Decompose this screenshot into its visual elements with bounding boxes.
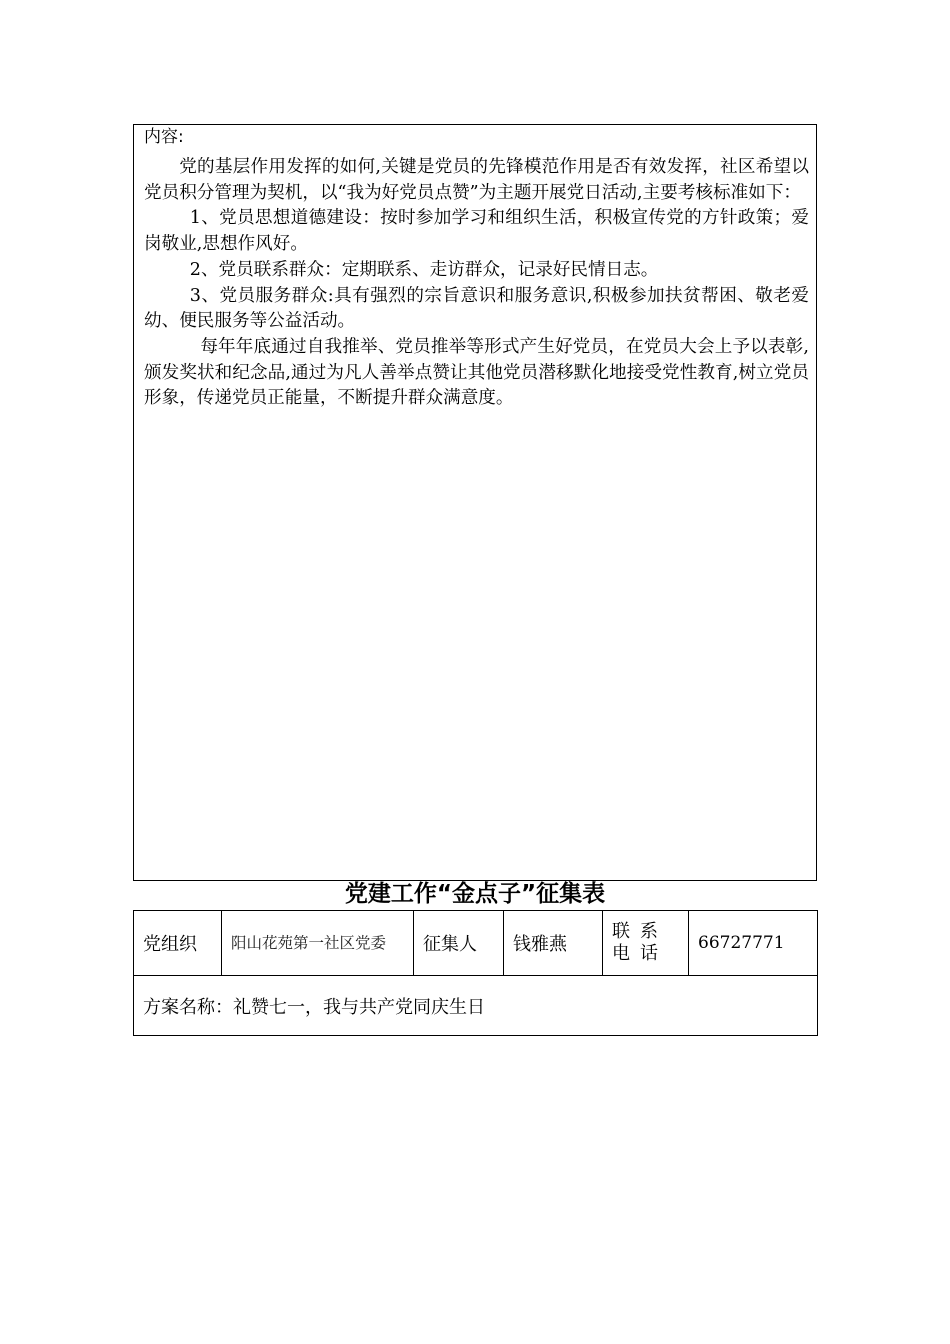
form-row-plan: [134, 976, 818, 1036]
phone-label-line2: 电话: [612, 943, 668, 964]
content-paragraph-criterion-3: 3、党员服务群众:具有强烈的宗旨意识和服务意识,积极参加扶贫帮困、敬老爱幼、便民服务等公益活动。: [144, 285, 809, 332]
content-body: [144, 155, 809, 412]
phone-label-line1: 联系: [612, 921, 668, 942]
content-label: 内容:: [144, 127, 184, 147]
org-label: 党组织: [134, 911, 222, 976]
form-row-info: [134, 911, 818, 976]
content-paragraph-criterion-2: 2、党员联系群众：定期联系、走访群众，记录好民情日志。: [189, 259, 659, 280]
content-box: [133, 124, 817, 881]
collector-label: 征集人: [414, 911, 504, 976]
collector-value: 钱雅燕: [504, 911, 603, 976]
collection-form-table: [133, 910, 818, 1036]
content-paragraph-criterion-1: 1、党员思想道德建设：按时参加学习和组织生活，积极宣传党的方针政策；爱岗敬业,思想作风好。: [144, 208, 809, 255]
phone-value: 66727771: [689, 911, 818, 976]
form-title: 党建工作“金点子”征集表: [344, 881, 606, 907]
org-value: 阳山花苑第一社区党委: [222, 911, 414, 976]
phone-label: [603, 911, 689, 976]
content-paragraph-intro: 党的基层作用发挥的如何,关键是党员的先锋模范作用是否有效发挥，社区希望以党员积分管理为契机，以“我为好党员点赞”为主题开展党日活动,主要考核标准如下：: [144, 157, 809, 203]
content-paragraph-summary: 每年年底通过自我推举、党员推举等形式产生好党员，在党员大会上予以表彰,颁发奖状和纪念品,通过为凡人善举点赞让其他党员潜移默化地接受党性教育,树立党员形象，传递党员正能量，不断提升群众满意度。: [144, 336, 809, 409]
plan-name: 方案名称：礼赞七一，我与共产党同庆生日: [134, 976, 818, 1036]
